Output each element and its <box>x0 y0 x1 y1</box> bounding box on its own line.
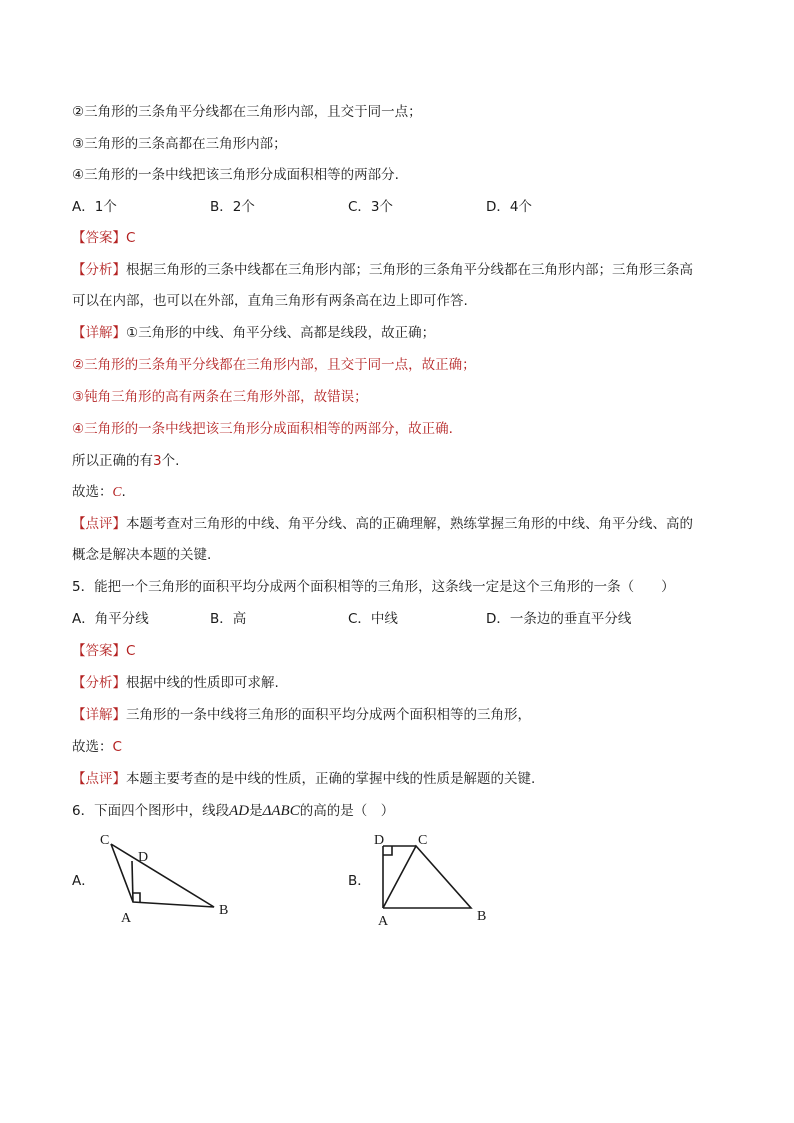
stem-triangle-abc: ΔABC <box>262 803 300 819</box>
q6-figure-b <box>370 828 500 930</box>
label-d: D <box>138 850 149 865</box>
label-a: A <box>378 914 389 929</box>
choose-prefix: 故选： <box>72 484 113 500</box>
comment-text: 本题主要考查的是中线的性质，正确的掌握中线的性质是解题的关键. <box>126 771 536 787</box>
q5-option-b: B．高 <box>210 611 247 627</box>
q4-analysis-line-1 <box>72 261 693 279</box>
detail-tag: 【详解】 <box>72 707 126 723</box>
answer-tag: 【答案】 <box>72 230 126 246</box>
q6-stem <box>72 802 394 820</box>
q4-detail-line-2: ②三角形的三条角平分线都在三角形内部，且交于同一点，故正确； <box>72 357 476 373</box>
answer-value: C <box>126 643 136 659</box>
triangle-abc <box>383 846 471 908</box>
q5-stem: 5．能把一个三角形的面积平均分成两个面积相等的三角形，这条线一定是这个三角形的一条（ ） <box>72 579 675 595</box>
analysis-tag: 【分析】 <box>72 675 126 691</box>
q4-detail-line-1 <box>72 324 435 342</box>
q5-detail <box>72 706 531 724</box>
q5-comment <box>72 770 535 788</box>
comment-tag: 【点评】 <box>72 516 126 532</box>
comment-tag: 【点评】 <box>72 771 126 787</box>
analysis-tag: 【分析】 <box>72 262 126 278</box>
label-c: C <box>100 833 110 848</box>
choose-suffix: . <box>121 484 126 500</box>
label-a: A <box>121 911 132 926</box>
stem-prefix: 6．下面四个图形中，线段 <box>72 803 230 819</box>
q4-comment-line-1 <box>72 515 693 533</box>
detail-text: ①三角形的中线、角平分线、高都是线段，故正确； <box>126 325 436 341</box>
stem-mid: 是 <box>249 803 263 819</box>
q6-option-a-label: A． <box>72 873 95 889</box>
q4-detail-line-3: ③钝角三角形的高有两条在三角形外部，故错误； <box>72 389 368 405</box>
q4-item-4: ④三角形的一条中线把该三角形分成面积相等的两部分. <box>72 167 399 183</box>
q4-item-2: ②三角形的三条角平分线都在三角形内部，且交于同一点； <box>72 104 422 120</box>
choose-prefix: 故选： <box>72 739 113 755</box>
q4-count <box>72 452 179 470</box>
q6-option-b-label: B． <box>348 873 371 889</box>
count-prefix: 所以正确的有 <box>72 453 153 469</box>
stem-segment-ad: AD <box>229 803 250 819</box>
q5-option-d: D．一条边的垂直平分线 <box>486 611 632 627</box>
label-b: B <box>219 903 229 918</box>
q4-choose <box>72 483 126 501</box>
right-angle-mark <box>383 846 392 855</box>
label-d: D <box>374 833 385 848</box>
q4-answer <box>72 229 135 247</box>
q4-option-d: D．4个 <box>486 199 532 215</box>
detail-text: 三角形的一条中线将三角形的面积平均分成两个面积相等的三角形， <box>126 707 531 723</box>
stem-suffix: 的高的是（ ） <box>299 803 395 819</box>
q4-item-3: ③三角形的三条高都在三角形内部； <box>72 136 287 152</box>
q4-comment-line-2: 概念是解决本题的关键. <box>72 547 212 563</box>
label-b: B <box>477 909 487 924</box>
q5-analysis <box>72 674 279 692</box>
label-c: C <box>418 833 428 848</box>
segment-ad <box>132 861 133 902</box>
q4-analysis-line-2: 可以在内部，也可以在外部，直角三角形有两条高在边上即可作答. <box>72 293 468 309</box>
answer-tag: 【答案】 <box>72 643 126 659</box>
count-suffix: 个. <box>161 453 180 469</box>
q5-answer <box>72 642 135 660</box>
triangle-abc <box>111 844 214 907</box>
q4-option-b: B．2个 <box>210 199 255 215</box>
choose-value: C <box>112 739 122 755</box>
count-value: 3 <box>153 453 162 469</box>
q4-detail-line-4: ④三角形的一条中线把该三角形分成面积相等的两部分，故正确. <box>72 421 453 437</box>
q4-option-c: C．3个 <box>348 199 394 215</box>
q5-option-a: A．角平分线 <box>72 611 149 627</box>
q5-option-c: C．中线 <box>348 611 398 627</box>
choose-value: C <box>112 484 122 499</box>
detail-tag: 【详解】 <box>72 325 126 341</box>
q5-choose <box>72 738 122 756</box>
q4-option-a: A．1个 <box>72 199 117 215</box>
comment-text: 本题考查对三角形的中线、角平分线、高的正确理解，熟练掌握三角形的中线、角平分线、高的 <box>126 516 693 532</box>
q6-figure-a <box>92 830 242 930</box>
analysis-text: 根据中线的性质即可求解. <box>126 675 279 691</box>
answer-value: C <box>126 230 136 246</box>
analysis-text: 根据三角形的三条中线都在三角形内部；三角形的三条角平分线都在三角形内部；三角形三条高 <box>126 262 693 278</box>
